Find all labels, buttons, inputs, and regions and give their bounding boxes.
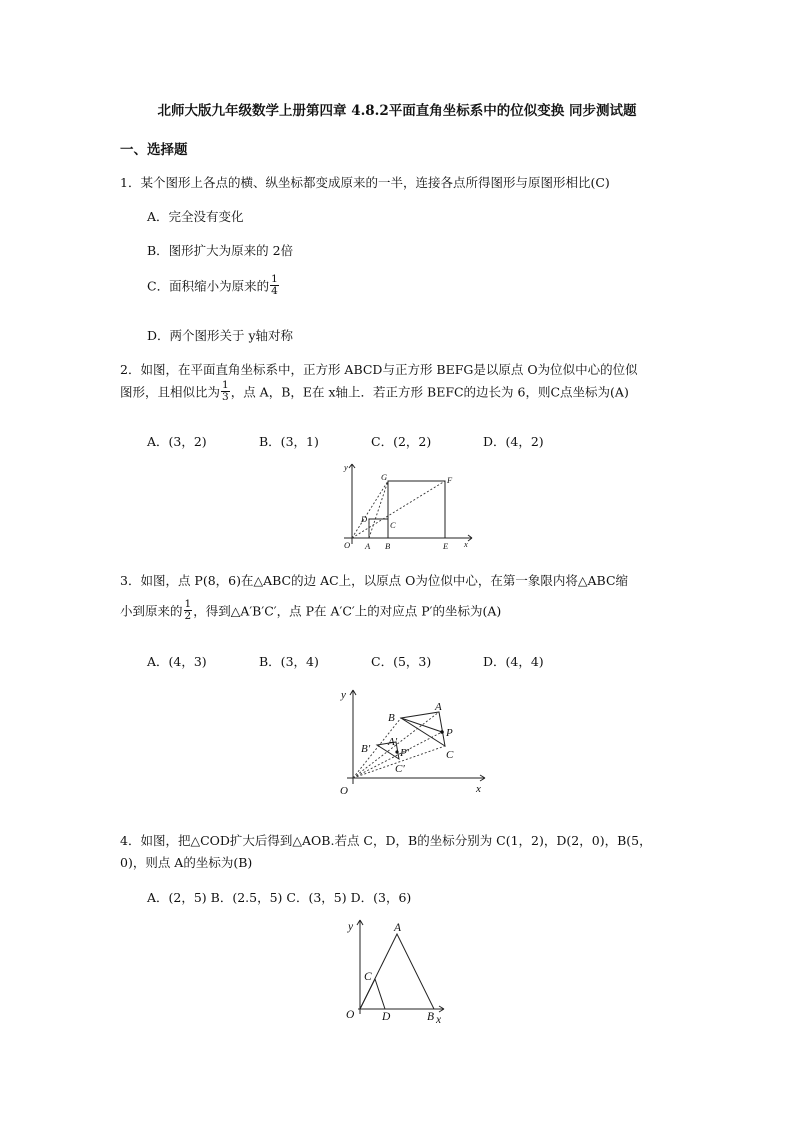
label-a: A bbox=[435, 701, 442, 713]
fraction bbox=[184, 599, 193, 622]
question-2-stem-line2 bbox=[120, 380, 629, 403]
label-a: A bbox=[365, 541, 371, 551]
triangle-abc bbox=[401, 712, 445, 746]
label-o: O bbox=[346, 1009, 355, 1021]
label-y: y bbox=[348, 921, 354, 933]
label-x: x bbox=[464, 539, 468, 549]
question-1-option-d: D．两个图形关于 y轴对称 bbox=[147, 328, 294, 343]
label-y: y bbox=[341, 689, 346, 701]
label-a: A bbox=[394, 922, 402, 934]
question-3-option-c: C．(5，3) bbox=[371, 654, 432, 669]
stem-text: 图形，且相似比为 bbox=[120, 384, 221, 400]
question-2-figure bbox=[340, 458, 480, 554]
label-c: C bbox=[446, 749, 454, 761]
question-2-option-d: D．(4，2) bbox=[483, 434, 544, 449]
dashed-line-ag bbox=[369, 481, 388, 538]
label-y: y bbox=[344, 462, 348, 472]
triangle-cod bbox=[360, 979, 385, 1009]
question-4-stem-line2: 0)，则点 A的坐标为(B) bbox=[120, 855, 253, 870]
stem-text: ，点 A，B，E在 x轴上．若正方形 BEFC的边长为 6，则C点坐标为(A) bbox=[230, 384, 629, 400]
fraction-denominator: 2 bbox=[184, 610, 192, 622]
question-1-option-a: A．完全没有变化 bbox=[147, 209, 244, 224]
question-3-option-b: B．(3，4) bbox=[259, 654, 319, 669]
fraction-numerator: 1 bbox=[271, 273, 278, 285]
label-e: E bbox=[443, 541, 449, 551]
question-4-stem-line1: 4．如图，把△COD扩大后得到△AOB.若点 C，D，B的坐标分别为 C(1，2)，D(2，0)，B(5， bbox=[120, 833, 652, 848]
dashed-line-of bbox=[352, 481, 445, 538]
question-3-stem-line2 bbox=[120, 599, 501, 622]
question-2-option-c: C．(2，2) bbox=[371, 434, 432, 449]
fraction-numerator: 1 bbox=[222, 379, 229, 391]
option-c-text: C．面积缩小为原来的 bbox=[147, 278, 270, 294]
label-a-prime: A′ bbox=[388, 736, 398, 748]
label-o: O bbox=[344, 540, 351, 550]
label-p-prime: P′ bbox=[400, 747, 410, 759]
section-heading: 一、选择题 bbox=[120, 142, 188, 158]
fraction-numerator: 1 bbox=[184, 598, 192, 610]
fraction bbox=[270, 274, 279, 297]
label-b-prime: B′ bbox=[361, 743, 371, 755]
question-1-option-b: B．图形扩大为原来的 2倍 bbox=[147, 243, 294, 258]
question-4-figure bbox=[340, 912, 450, 1028]
question-1-stem: 1．某个图形上各点的横、纵坐标都变成原来的一半，连接各点所得图形与原图形相比(C) bbox=[120, 175, 610, 190]
question-2-option-b: B．(3，1) bbox=[259, 434, 319, 449]
question-3-stem-line1: 3．如图，点 P(8，6)在△ABC的边 AC上，以原点 O为位似中心，在第一象限内将△ABC缩 bbox=[120, 573, 629, 588]
label-b: B bbox=[427, 1011, 435, 1023]
fraction-denominator: 3 bbox=[222, 391, 229, 403]
label-c-prime: C′ bbox=[395, 763, 405, 775]
square-befg bbox=[388, 481, 445, 538]
label-b: B bbox=[388, 712, 395, 724]
question-2-stem-line1: 2．如图，在平面直角坐标系中，正方形 ABCD与正方形 BEFG是以原点 O为位似中心的位似 bbox=[120, 362, 638, 377]
stem-text: 小到原来的 bbox=[120, 603, 183, 619]
label-b: B bbox=[385, 541, 391, 551]
point-p1 bbox=[395, 750, 398, 753]
point-p bbox=[440, 730, 444, 734]
fraction bbox=[221, 380, 230, 403]
question-4-options: A．(2，5) B．(2.5，5) C．(3，5) D．(3，6) bbox=[147, 890, 412, 905]
question-3-option-d: D．(4，4) bbox=[483, 654, 544, 669]
label-x: x bbox=[476, 783, 481, 795]
label-d: D bbox=[382, 1011, 391, 1023]
question-2-option-a: A．(3，2) bbox=[147, 434, 207, 449]
question-3-option-a: A．(4，3) bbox=[147, 654, 207, 669]
label-o: O bbox=[340, 785, 348, 797]
label-p: P bbox=[446, 727, 453, 739]
fraction-denominator: 4 bbox=[271, 285, 278, 297]
label-g: G bbox=[381, 472, 388, 482]
label-x: x bbox=[436, 1014, 442, 1026]
stem-text: ，得到△A′B′C′，点 P在 A′C′上的对应点 P′的坐标为(A) bbox=[193, 603, 502, 619]
question-1-option-c bbox=[147, 274, 280, 297]
dashed-line-og bbox=[352, 481, 388, 538]
label-c: C bbox=[364, 971, 372, 983]
question-3-figure bbox=[333, 684, 493, 799]
label-f: F bbox=[447, 475, 453, 485]
page-title: 北师大版九年级数学上册第四章 4.8.2平面直角坐标系中的位似变换 同步测试题 bbox=[157, 103, 637, 119]
label-c: C bbox=[390, 520, 396, 530]
label-d: D bbox=[361, 514, 368, 524]
